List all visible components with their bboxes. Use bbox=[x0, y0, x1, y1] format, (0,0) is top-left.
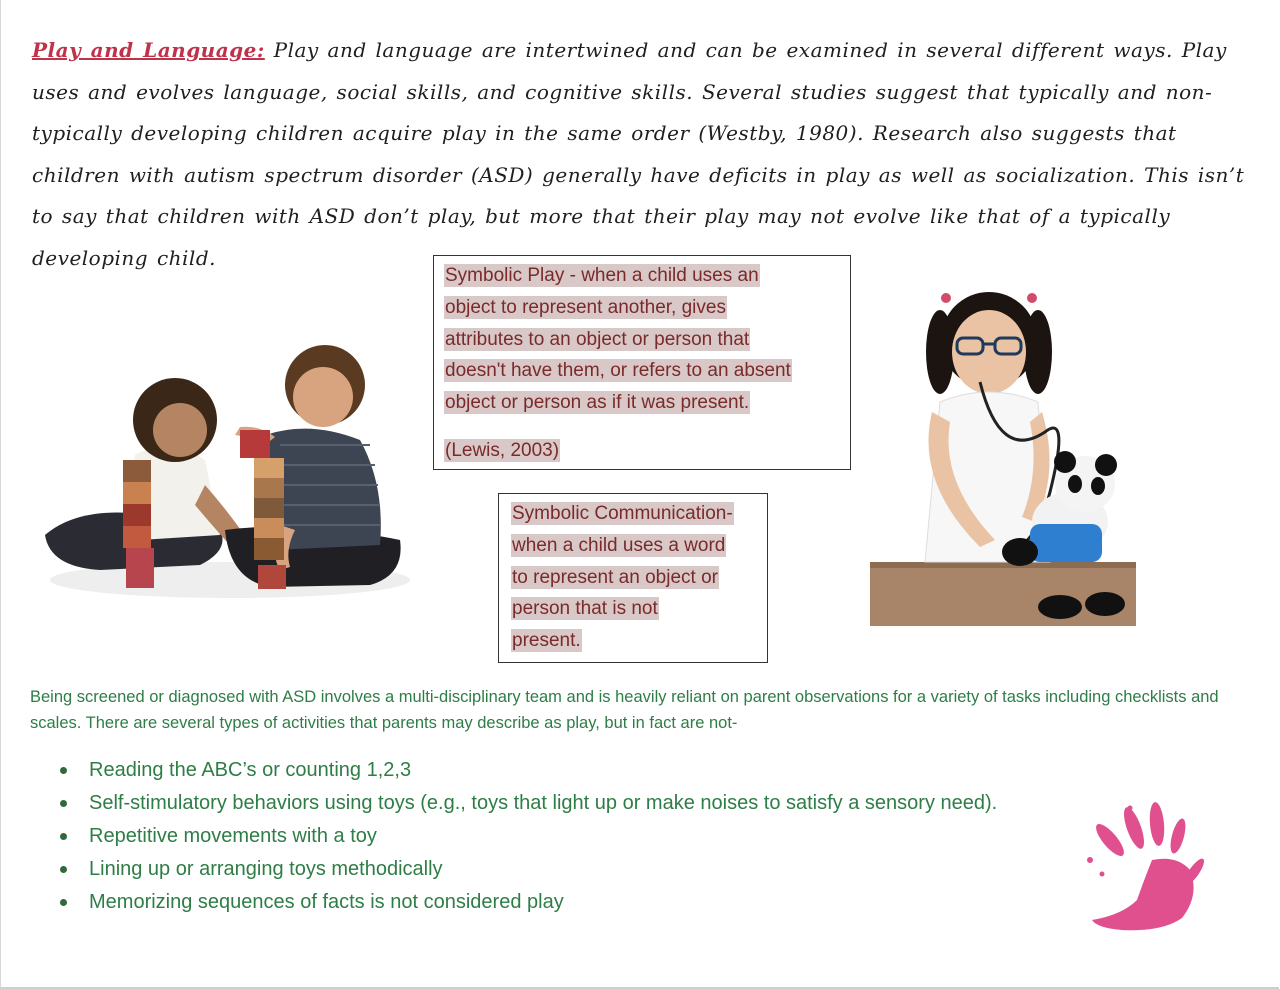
not-play-list bbox=[58, 754, 997, 919]
list-item: Reading the ABC’s or counting 1,2,3 bbox=[58, 754, 997, 787]
list-item: Lining up or arranging toys methodically bbox=[58, 853, 997, 886]
list-item: Repetitive movements with a toy bbox=[58, 820, 997, 853]
symbolic-comm-line-3: to represent an object or bbox=[512, 566, 718, 588]
list-item: Memorizing sequences of facts is not considered play bbox=[58, 886, 997, 919]
symbolic-play-citation: (Lewis, 2003) bbox=[445, 439, 560, 461]
list-item: Self-stimulatory behaviors using toys (e.g., toys that light up or make noises to satisfy a sensory need). bbox=[58, 787, 997, 820]
girl-stethoscope-photo bbox=[870, 262, 1136, 626]
symbolic-communication-box bbox=[498, 493, 768, 663]
kids-blocks-photo bbox=[40, 335, 410, 600]
pink-handprint-icon bbox=[1082, 800, 1212, 935]
blocks-stack-left bbox=[123, 460, 154, 588]
symbolic-comm-line-2: when a child uses a word bbox=[512, 534, 726, 556]
intro-heading: Play and Language: bbox=[32, 38, 265, 62]
symbolic-comm-line-4: person that is not bbox=[512, 598, 658, 620]
symbolic-play-line-4: doesn't have them, or refers to an absent bbox=[445, 360, 791, 382]
symbolic-comm-line-1: Symbolic Communication- bbox=[512, 503, 733, 524]
intro-paragraph bbox=[32, 30, 1247, 280]
screening-paragraph: Being screened or diagnosed with ASD involves a multi-disciplinary team and is heavily reliant on parent observations for a variety of tasks including checklists and scales. There are several types of activities that parents may describe as play, but in fact are not- bbox=[30, 688, 1219, 732]
symbolic-comm-line-5: present. bbox=[512, 630, 581, 652]
symbolic-play-line-3: attributes to an object or person that bbox=[445, 328, 750, 350]
symbolic-play-line-5: object or person as if it was present. bbox=[445, 392, 750, 414]
symbolic-play-line-1: Symbolic Play - when a child uses an bbox=[445, 265, 759, 286]
symbolic-play-line-2: object to represent another, gives bbox=[445, 296, 726, 318]
intro-text: Play and language are intertwined and can be examined in several different ways. Play uses and evolves language, social skills, and cognitive skills. Several studies suggest that typically and non-typically developing children acquire play in the same order (Westby, 1980). Research also suggests that children with autism spectrum disorder (ASD) generally have deficits in play as well as socialization. This isn’t to say that children with ASD don’t play, but more that their play may not evolve like that of a typically developing child. bbox=[32, 38, 1245, 270]
symbolic-play-box bbox=[433, 255, 851, 470]
